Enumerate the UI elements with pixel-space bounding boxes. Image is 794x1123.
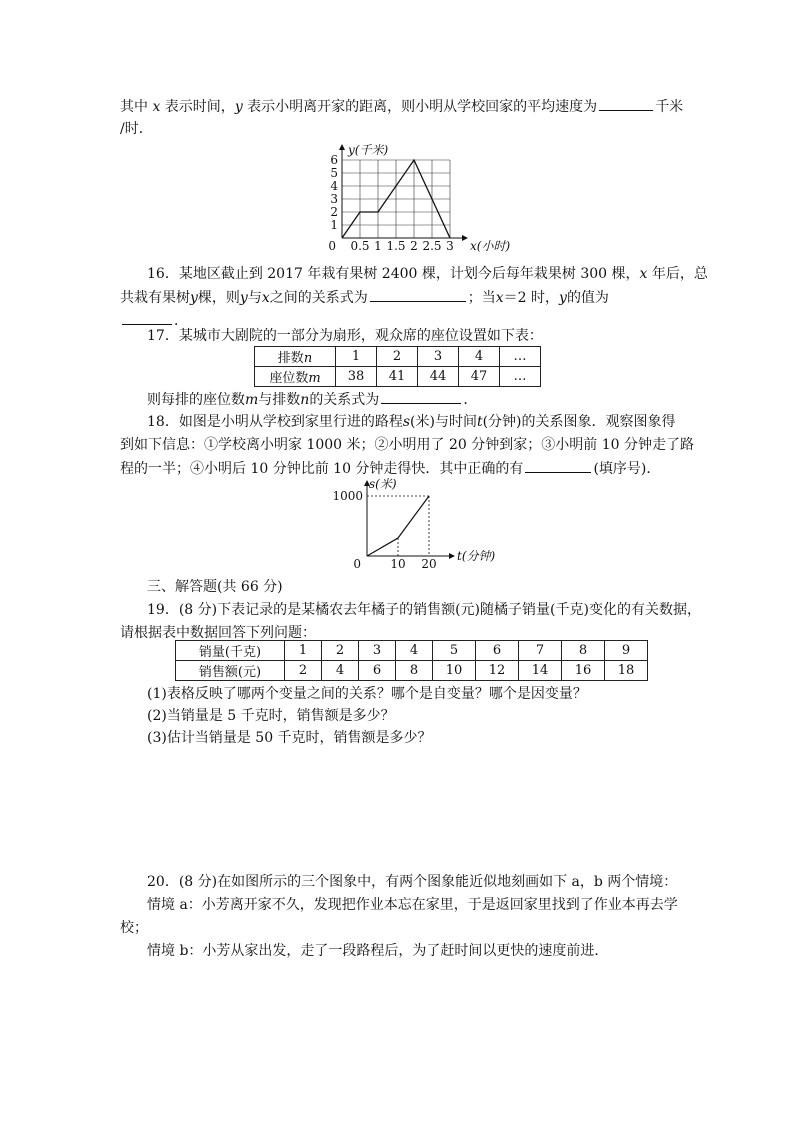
q19-line1: 19．(8 分)下表记录的是某橘农去年橘子的销售额(元)随橘子销量(千克)变化的有关数据， [147, 602, 701, 618]
y-axis-arrow [339, 144, 345, 150]
x-tick-label: 2.5 [422, 239, 442, 253]
x-tick-label: 1.5 [386, 239, 406, 253]
y-tick-label: 2 [330, 205, 338, 219]
x-tick-label: 0.5 [350, 239, 370, 253]
q19-table [175, 640, 648, 681]
x-tick-label: 20 [421, 557, 437, 571]
section-title: 三、解答题(共 66 分) [147, 579, 283, 595]
q16-line3: ． [120, 310, 188, 331]
distance-time-chart [325, 140, 511, 258]
chart-axes [364, 480, 455, 559]
q19-line2: 请根据表中数据回答下列问题： [120, 625, 316, 641]
q17-question: 则每排的座位数m与排数n的关系式为 ． [147, 389, 477, 410]
chart-labels [332, 477, 495, 571]
q18-line3: 程的一半；④小明后 10 分钟比前 10 分钟走得快．其中正确的有 (填序号)． [120, 458, 660, 479]
origin-label: 0 [328, 239, 336, 253]
x-tick-label: 2 [410, 239, 418, 253]
chart-axes [339, 144, 468, 241]
q19-sub1: (1)表格反映了哪两个变量之间的关系？哪个是自变量？哪个是因变量？ [147, 686, 587, 702]
y-tick-label: 3 [330, 192, 338, 206]
q16-line1: 16．某地区截止到 2017 年栽有果树 2400 棵，计划今后每年栽果树 300 棵，x 年后，总 [147, 266, 708, 282]
q16-line2: 共栽有果树y棵，则y与x之间的关系式为 ；当x＝2 时，y的值为 [120, 287, 609, 308]
q18-line1: 18．如图是小明从学校到家里行进的路程s(米)与时间t(分钟)的关系图象．观察图象得 [147, 414, 676, 430]
y-tick-label: 6 [330, 153, 338, 167]
chart-grid [342, 160, 450, 238]
y-axis-label: s(米) [369, 477, 397, 491]
q17-intro: 17．某城市大剧院的一部分为扇形，观众席的座位设置如下表： [147, 328, 543, 344]
origin-label: 0 [353, 557, 361, 571]
q20-line1: 20．(8 分)在如图所示的三个图象中，有两个图象能近似地刻画如下 a，b 两个情境： [147, 874, 678, 890]
y-axis-label: y(千米) [348, 143, 389, 157]
y-tick-label: 5 [330, 166, 338, 180]
answer-blank-q16-value[interactable] [122, 310, 172, 325]
q19-sub2: (2)当销量是 5 千克时，销售额是多少？ [147, 708, 395, 724]
x-tick-label: 1 [374, 239, 382, 253]
q15-line1: 其中 x 表示时间，y 表示小明离开家的距离，则小明从学校回家的平均速度为 千米 [120, 96, 683, 117]
y-tick-label: 1 [330, 218, 338, 232]
q17-table [254, 346, 541, 387]
table-row: 座位数m 38 41 44 47 … [255, 367, 541, 387]
answer-blank-q15[interactable] [599, 96, 653, 111]
table-row: 排数n 1 2 3 4 … [255, 347, 541, 367]
x-axis-label: t(分钟) [457, 549, 496, 563]
answer-blank-q17[interactable] [381, 389, 461, 404]
x-axis-arrow [449, 553, 455, 559]
q20-line2: 情境 a：小芳离开家不久，发现把作业本忘在家里，于是返回家里找到了作业本再去学 [147, 897, 678, 913]
chart-labels [328, 143, 510, 253]
q20-line3: 校； [120, 920, 148, 936]
q19-sub3: (3)估计当销量是 50 千克时，销售额是多少？ [147, 730, 432, 746]
x-axis-arrow [462, 235, 468, 241]
table-row: 销量(千克) 1 2 3 4 5 6 7 8 9 [176, 641, 648, 661]
answer-blank-q16-formula[interactable] [370, 287, 466, 302]
table-row: 销售额(元) 2 4 6 8 10 12 14 16 18 [176, 661, 648, 681]
q20-line4: 情境 b：小芳从家出发，走了一段路程后，为了赶时间以更快的速度前进． [147, 943, 609, 959]
q18-line2: 到如下信息：①学校离小明家 1000 米；②小明用了 20 分钟到家；③小明前 10 分钟走了路 [120, 437, 694, 453]
y-tick-label: 1000 [332, 489, 363, 503]
y-tick-label: 4 [330, 179, 338, 193]
x-axis-label: x(小时) [470, 239, 511, 253]
q15-line2: /时． [120, 121, 153, 137]
path-time-chart [330, 477, 510, 572]
answer-blank-q18[interactable] [525, 458, 591, 473]
x-tick-label: 3 [446, 239, 454, 253]
x-tick-label: 10 [390, 557, 406, 571]
